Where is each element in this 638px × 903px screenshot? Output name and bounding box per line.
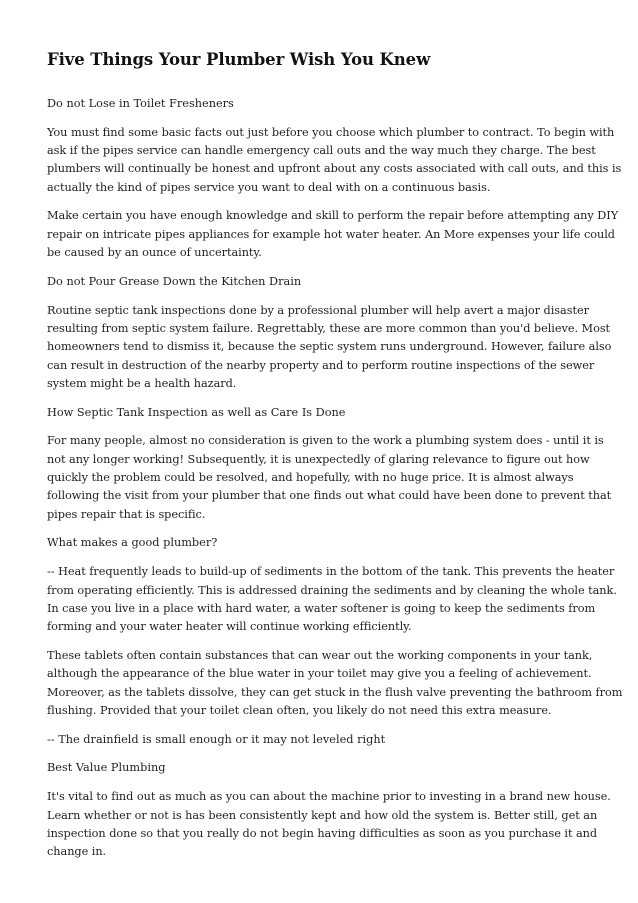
text-line: pipes repair that is specific. [47,507,206,521]
paragraph [47,432,612,523]
paragraph [47,563,617,636]
document-page [47,47,623,872]
paragraph [47,647,623,720]
paragraph [47,124,622,197]
text-line: What makes a good plumber? [47,536,218,550]
text-line: flushing. Provided that your toilet clean often, you likely do not need this extra measure. [47,703,552,717]
text-line: It's vital to find out as much as you can about the machine prior to investing in a brand new house. [47,790,611,804]
section-heading [47,534,593,552]
text-line: actually the kind of pipes service you want to deal with on a continuous basis. [47,180,491,194]
text-line: system might be a health hazard. [47,376,237,390]
text-line: following the visit from your plumber that one finds out what could have been done to prevent that [47,489,612,503]
text-line: homeowners tend to dismiss it, because the septic system runs underground. However, failure also [47,340,612,354]
document-body [47,95,623,861]
section-heading [47,404,593,422]
text-line: Moreover, as the tablets dissolve, they can get stuck in the flush valve preventing the bathroom from [47,685,623,699]
section-heading [47,95,593,113]
text-line: -- The drainfield is small enough or it may not leveled right [47,732,386,746]
text-line: In case you live in a place with hard water, a water softener is going to keep the sediments from [47,601,596,615]
text-line: quickly the problem could be resolved, and hopefully, with no huge price. It is almost always [47,471,574,485]
text-line: from operating efficiently. This is addressed draining the sediments and by cleaning the whole tank. [47,583,617,597]
text-line: -- Heat frequently leads to build-up of sediments in the bottom of the tank. This prevents the heater [47,565,615,579]
paragraph [47,207,619,262]
text-line: plumbers will continually be honest and upfront about any costs associated with call outs, and this is [47,162,622,176]
text-line: Best Value Plumbing [47,761,166,775]
text-line: repair on intricate pipes appliances for example hot water heater. An More expenses your life could [47,227,615,241]
text-line: Do not Pour Grease Down the Kitchen Drain [47,274,302,288]
text-line: can result in destruction of the nearby property and to perform routine inspections of the sewer [47,358,595,372]
text-line: For many people, almost no consideration is given to the work a plumbing system does - until it is [47,434,604,448]
text-line: change in. [47,845,107,859]
text-line: Learn whether or not is has been consistently kept and how old the system is. Better still, get an [47,808,598,822]
text-line: although the appearance of the blue water in your toilet may give you a feeling of achievement. [47,667,592,681]
text-line: forming and your water heater will continue working efficiently. [47,620,412,634]
text-line: Make certain you have enough knowledge and skill to perform the repair before attempting any DIY [47,209,619,223]
section-heading [47,759,593,777]
text-line: How Septic Tank Inspection as well as Care Is Done [47,405,346,419]
text-line: resulting from septic system failure. Regrettably, these are more common than you'd believe. Most [47,321,611,335]
text-line: be caused by an ounce of uncertainty. [47,246,262,260]
section-heading [47,273,593,291]
text-line: not any longer working! Subsequently, it is unexpectedly of glaring relevance to figure out how [47,452,590,466]
document-title: Five Things Your Plumber Wish You Knew [47,50,431,69]
text-line: inspection done so that you really do not begin having difficulties as soon as you purchase it and [47,826,598,840]
text-line: You must find some basic facts out just before you choose which plumber to contract. To begin with [47,125,615,139]
text-line: Routine septic tank inspections done by a professional plumber will help avert a major disaster [47,303,589,317]
text-line: Do not Lose in Toilet Fresheners [47,97,234,110]
paragraph [47,788,611,861]
text-line: These tablets often contain substances that can wear out the working components in your tank, [47,648,593,662]
paragraph [47,302,612,393]
text-line: ask if the pipes service can handle emergency call outs and the way much they charge. The best [47,144,596,158]
section-heading [47,731,593,749]
